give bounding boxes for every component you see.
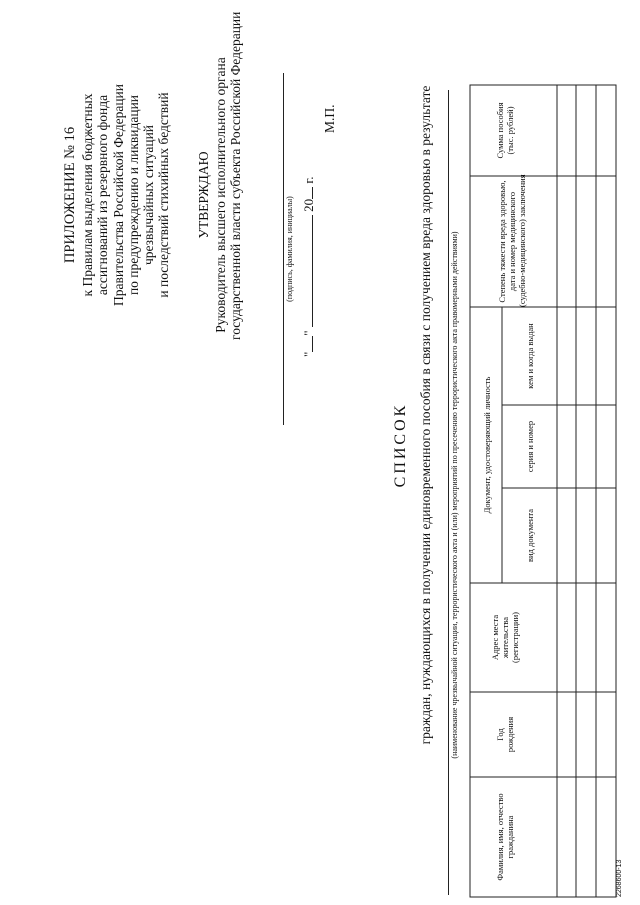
list-title: СПИСОК: [392, 402, 409, 488]
header-id-document: Документ, удостоверяющий личность: [482, 376, 492, 514]
appendix-line: по предупреждению и ликвидации: [125, 94, 141, 296]
stamp-place: М.П.: [322, 104, 337, 133]
approval-title: УТВЕРЖДАЮ: [196, 151, 211, 239]
signature-line: [283, 73, 284, 425]
approval-block: [196, 11, 244, 340]
date-quote-close: ": [301, 330, 316, 336]
approval-line: государственной власти субъекта Российской Федерации: [228, 11, 243, 340]
date-year-prefix: 20: [301, 198, 316, 212]
header-amount: Сумма пособия (тыс. рублей): [495, 102, 515, 159]
day-blank: [300, 336, 313, 352]
approval-date: [300, 177, 317, 358]
header-injury: Степень тяжести вреда здоровью, дата и номер медицинского (судебно-медицинского) заключения: [497, 174, 527, 307]
list-subtitle: граждан, нуждающихся в получении единовременного пособия в связи с получением вреда здоровью в результате: [418, 85, 433, 745]
signature-caption: (подпись, фамилия, инициалы): [285, 196, 294, 302]
appendix-line: и последствий стихийных бедствий: [156, 92, 172, 298]
header-birth-year: Год рождения: [495, 716, 515, 753]
event-caption: (наименование чрезвычайной ситуации, террористического акта и (или) мероприятий по пресечению террористического акта правомерными действиями): [450, 231, 459, 759]
month-blank: [300, 215, 313, 327]
appendix-line: чрезвычайных ситуаций: [141, 124, 157, 266]
year-blank: [300, 187, 313, 199]
header-doc-issued: кем и когда выдан: [525, 323, 535, 389]
appendix-line: к Правилам выделения бюджетных: [80, 93, 95, 297]
header-doc-type: вид документа: [525, 508, 535, 563]
header-address: Адрес места жительства (регистрации): [490, 612, 520, 663]
header-doc-series: серия и номер: [525, 420, 535, 473]
header-name: Фамилия, имя, отчество гражданина: [495, 793, 515, 881]
date-quote-open: ": [301, 351, 316, 357]
event-name-line: [448, 90, 449, 895]
appendix-line: ассигнований из резервного фонда: [95, 94, 111, 296]
document-number: 2268600-13: [616, 859, 623, 897]
approval-line: Руководитель высшего исполнительного органа: [212, 57, 228, 333]
appendix-line: Правительства Российской Федерации: [110, 84, 126, 306]
date-year-suffix: г.: [301, 176, 316, 184]
appendix-title: ПРИЛОЖЕНИЕ № 16: [62, 126, 78, 264]
appendix-header: [62, 5, 172, 385]
